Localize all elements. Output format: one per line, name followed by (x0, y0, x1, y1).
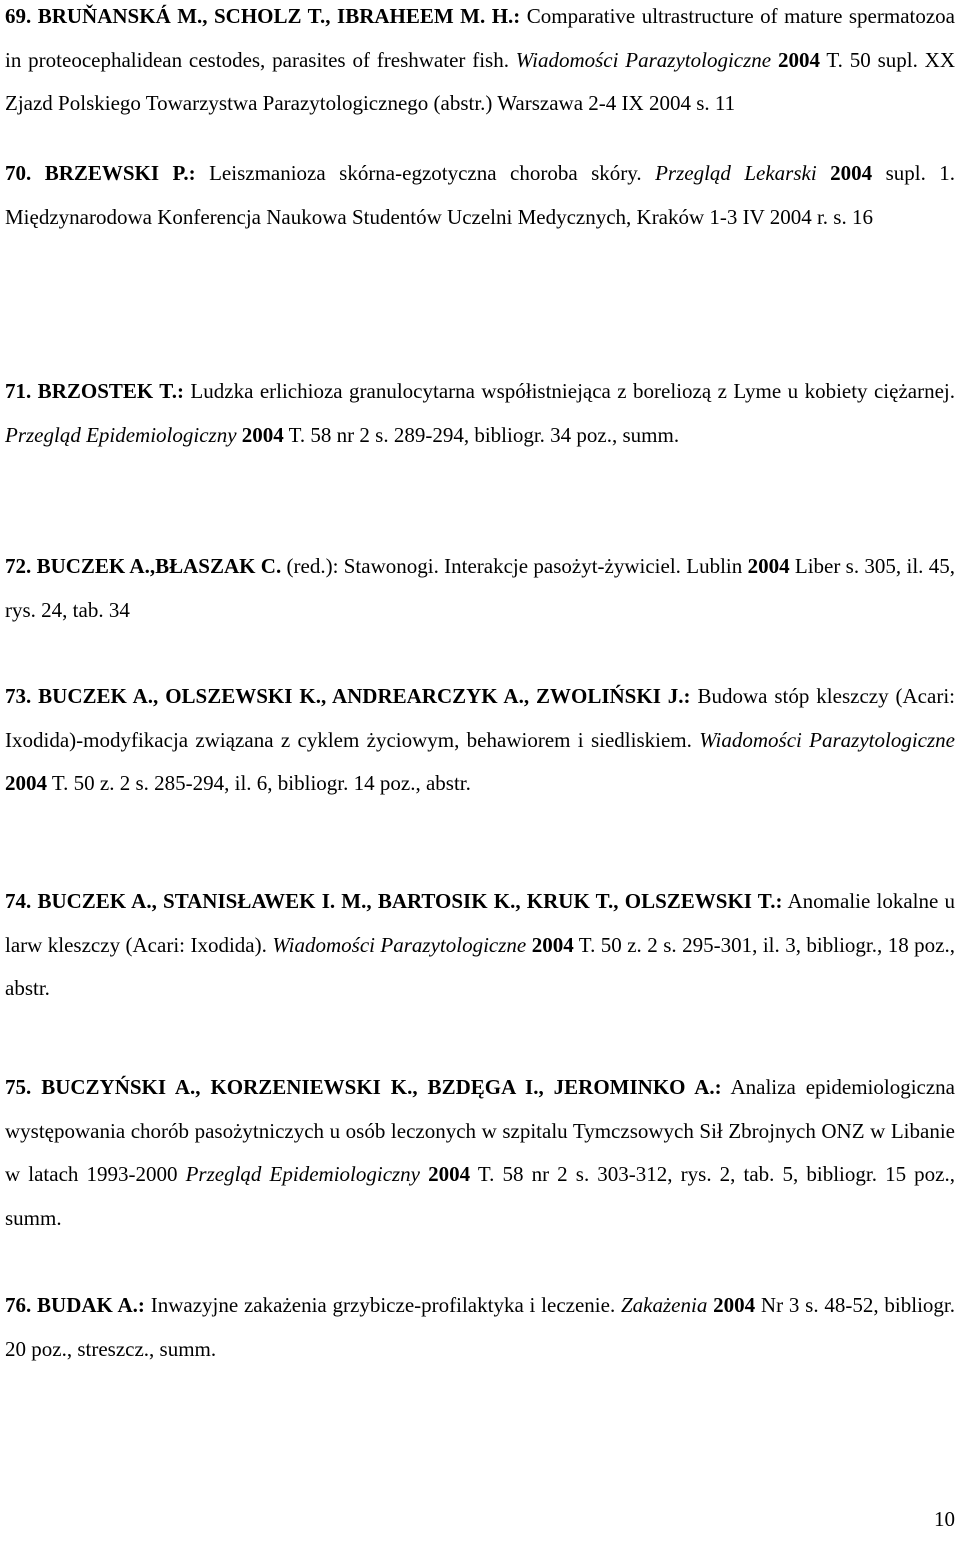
entry-authors-or-year: 2004 (777, 47, 820, 72)
entry-text: Ludzka erlichioza granulocytarna współistniejąca z boreliozą z Lyme u kobiety ciężarnej. (183, 379, 960, 403)
entry-text: T. 50 supl. XX Zjazd Polskiego Towarzystwa Parazytologicznego (abstr.) Warszawa 2-4 IX 2004 s. 11 (5, 47, 960, 115)
bibliography-entry-71 (5, 370, 960, 457)
entry-authors-or-year: 73. BUCZEK A., OLSZEWSKI K., ANDREARCZYK A., ZWOLIŃSKI J.: (5, 684, 691, 708)
entry-text: supl. 1. Międzynarodowa Konferencja Naukowa Studentów Uczelni Medycznych, Kraków 1-3 IV 2004 r. s. 16 (5, 161, 960, 229)
entry-authors-or-year: 74. BUCZEK A., STANISŁAWEK I. M., BARTOSIK K., KRUK T., OLSZEWSKI T.: (5, 889, 783, 913)
entry-text: Comparative ultrastructure of mature spermatozoa in proteocephalidean cestodes, parasites of freshwater fish. (5, 4, 960, 72)
entry-text: Liber s. 305, il. 45, rys. 24, tab. 34 (5, 554, 960, 622)
entry-authors-or-year: 2004 (830, 161, 873, 185)
entry-text: (red.): Stawonogi. Interakcje pasożyt-żywiciel. Lublin (281, 554, 748, 578)
entry-text: Budowa stóp kleszczy (Acari: Ixodida)-modyfikacja związana z cyklem życiowym, behawiorem i siedliskiem. (5, 684, 960, 752)
bibliography-entry-73 (5, 675, 960, 806)
bibliography-entry-70 (5, 152, 960, 239)
entry-text: Leiszmanioza skórna-egzotyczna choroba skóry. (195, 161, 656, 185)
bibliography-entry-76 (5, 1284, 960, 1371)
entry-text: T. 50 z. 2 s. 295-301, il. 3, bibliogr., 18 poz., abstr. (5, 932, 960, 1000)
entry-authors-or-year: 75. BUCZYŃSKI A., KORZENIEWSKI K., BZDĘGA I., JEROMINKO A.: (5, 1075, 722, 1099)
entry-text (955, 728, 960, 752)
entry-text: T. 58 nr 2 s. 303-312, rys. 2, tab. 5, bibliogr. 15 poz., summ. (5, 1162, 960, 1230)
entry-authors-or-year: 71. BRZOSTEK T.: (5, 379, 184, 403)
entry-text: Analiza epidemiologiczna występowania chorób pasożytniczych u osób leczonych w szpitalu Tymczsowych Sił Zbrojnych ONZ w Libanie w latach 1993-2000 (5, 1075, 960, 1186)
entry-authors-or-year: 2004 (747, 554, 790, 578)
entry-authors-or-year: 2004 (241, 422, 284, 447)
bibliography-entry-72 (5, 545, 960, 632)
entry-authors-or-year: 72. BUCZEK A.,BŁASZAK C. (5, 554, 282, 578)
entry-text: Nr 3 s. 48-52, bibliogr. 20 poz., streszcz., summ. (5, 1293, 960, 1361)
entry-authors-or-year: 2004 (713, 1293, 756, 1317)
entry-text: Anomalie lokalne u larw kleszczy (Acari: Ixodida). (5, 889, 960, 957)
entry-text: Inwazyjne zakażenia grzybicze-profilaktyka i leczenie. (144, 1293, 621, 1317)
entry-journal-title: Przegląd Lekarski (655, 161, 817, 185)
entry-journal-title: Przegląd Epidemiologiczny (185, 1162, 421, 1186)
entry-text (420, 1162, 428, 1186)
entry-authors-or-year: 2004 (5, 771, 47, 795)
entry-journal-title: Wiadomości Parazytologiczne (515, 47, 772, 72)
bibliography-entry-69 (5, 0, 960, 126)
entry-authors-or-year: 69. BRUŇANSKÁ M., SCHOLZ T., IBRAHEEM M. H.: (5, 4, 521, 28)
entry-journal-title: Wiadomości Parazytologiczne (272, 932, 527, 957)
entry-authors-or-year: 76. BUDAK A.: (5, 1293, 145, 1317)
entry-authors-or-year: 70. BRZEWSKI P.: (5, 161, 196, 185)
entry-text (817, 161, 830, 185)
page-number: 10 (934, 1507, 955, 1531)
entry-authors-or-year: 2004 (531, 932, 574, 957)
entry-journal-title: Wiadomości Parazytologiczne (699, 727, 955, 752)
entry-text (771, 48, 778, 72)
entry-journal-title: Zakażenia (621, 1293, 708, 1317)
entry-journal-title: Przegląd Epidemiologiczny (5, 422, 237, 447)
entry-authors-or-year: 2004 (428, 1162, 471, 1186)
bibliography-entry-74 (5, 880, 960, 1011)
bibliography-entry-75 (5, 1066, 960, 1240)
entry-text: T. 58 nr 2 s. 289-294, bibliogr. 34 poz., summ. (283, 422, 680, 447)
entry-text: T. 50 z. 2 s. 285-294, il. 6, bibliogr. 14 poz., abstr. (47, 771, 471, 795)
